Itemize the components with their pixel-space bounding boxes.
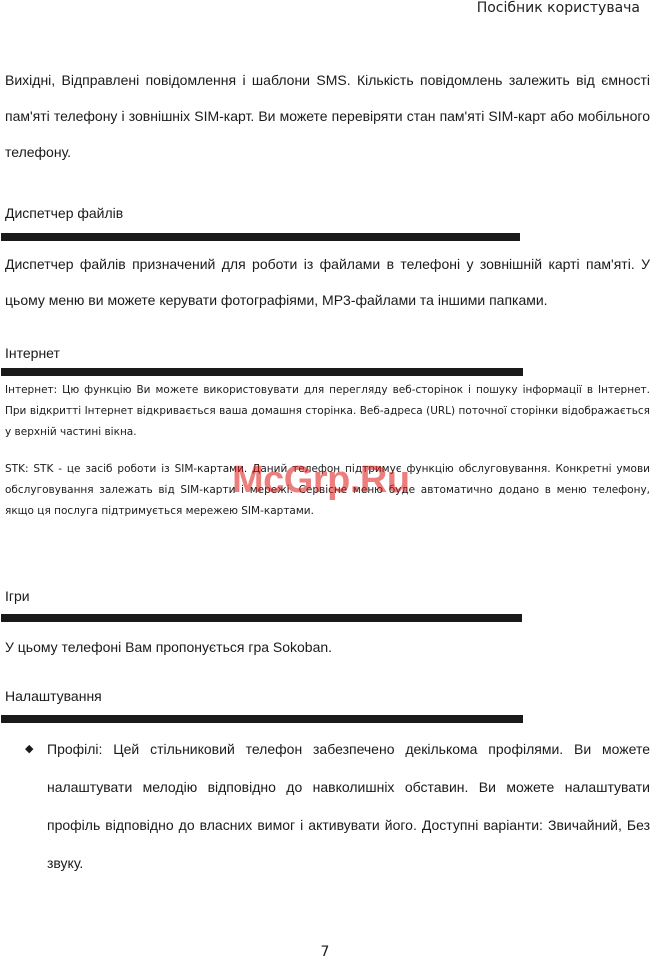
watermark-logo: McGrp.Ru xyxy=(232,459,410,501)
section-divider xyxy=(1,614,522,622)
profiles-bullet-text: Профілі: Цей стільниковий телефон забезпечено декількома профілями. Ви можете налаштувати мелодію відповідно до навколишніх обставин. Ви можете налаштувати профіль відповідно до власних вимог і активувати його. Доступні варіанти: Звичайний, Без звуку. xyxy=(47,741,650,871)
internet-heading: Інтернет xyxy=(5,345,60,361)
section-divider xyxy=(1,715,523,723)
file-manager-heading: Диспетчер файлів xyxy=(5,205,124,221)
games-heading: Ігри xyxy=(5,588,30,604)
internet-paragraph: Інтернет: Цю функцію Ви можете використовувати для перегляду веб-сторінок і пошуку інформації в Інтернет. При відкритті Інтернет відкривається ваша домашня сторінка. Веб-адреса (URL) поточної сторінки відображається у верхній частині вікна. xyxy=(5,384,650,438)
settings-heading: Налаштування xyxy=(5,688,102,704)
intro-paragraph: Вихідні, Відправлені повідомлення і шаблони SMS. Кількість повідомлень залежить від ємності пам'яті телефону і зовнішніх SIM-карт. Ви можете перевіряти стан пам'яті SIM-карт або мобільного телефону. xyxy=(5,72,650,160)
diamond-bullet-icon: ◆ xyxy=(25,743,34,755)
section-divider xyxy=(1,368,523,376)
stk-paragraph: STK: STK - це засіб роботи із SIM-картами. Даний телефон підтримує функцію обслуговування. Конкретні умови обслуговування залежать від SIM-карти і мережі. Сервісне меню буде автоматично додано в меню телефону, якщо ця послуга підтримується мережею SIM-картами. xyxy=(5,463,650,517)
section-divider xyxy=(1,233,520,241)
file-manager-paragraph: Диспетчер файлів призначений для роботи із файлами в телефоні у зовнішній карті пам'яті. У цьому меню ви можете керувати фотографіями, MP3-файлами та іншими папками. xyxy=(5,256,650,308)
page-header-title: Посібник користувача xyxy=(476,0,640,16)
games-paragraph: У цьому телефоні Вам пропонується гра Sokoban. xyxy=(5,639,333,655)
page-number: 7 xyxy=(320,944,330,960)
